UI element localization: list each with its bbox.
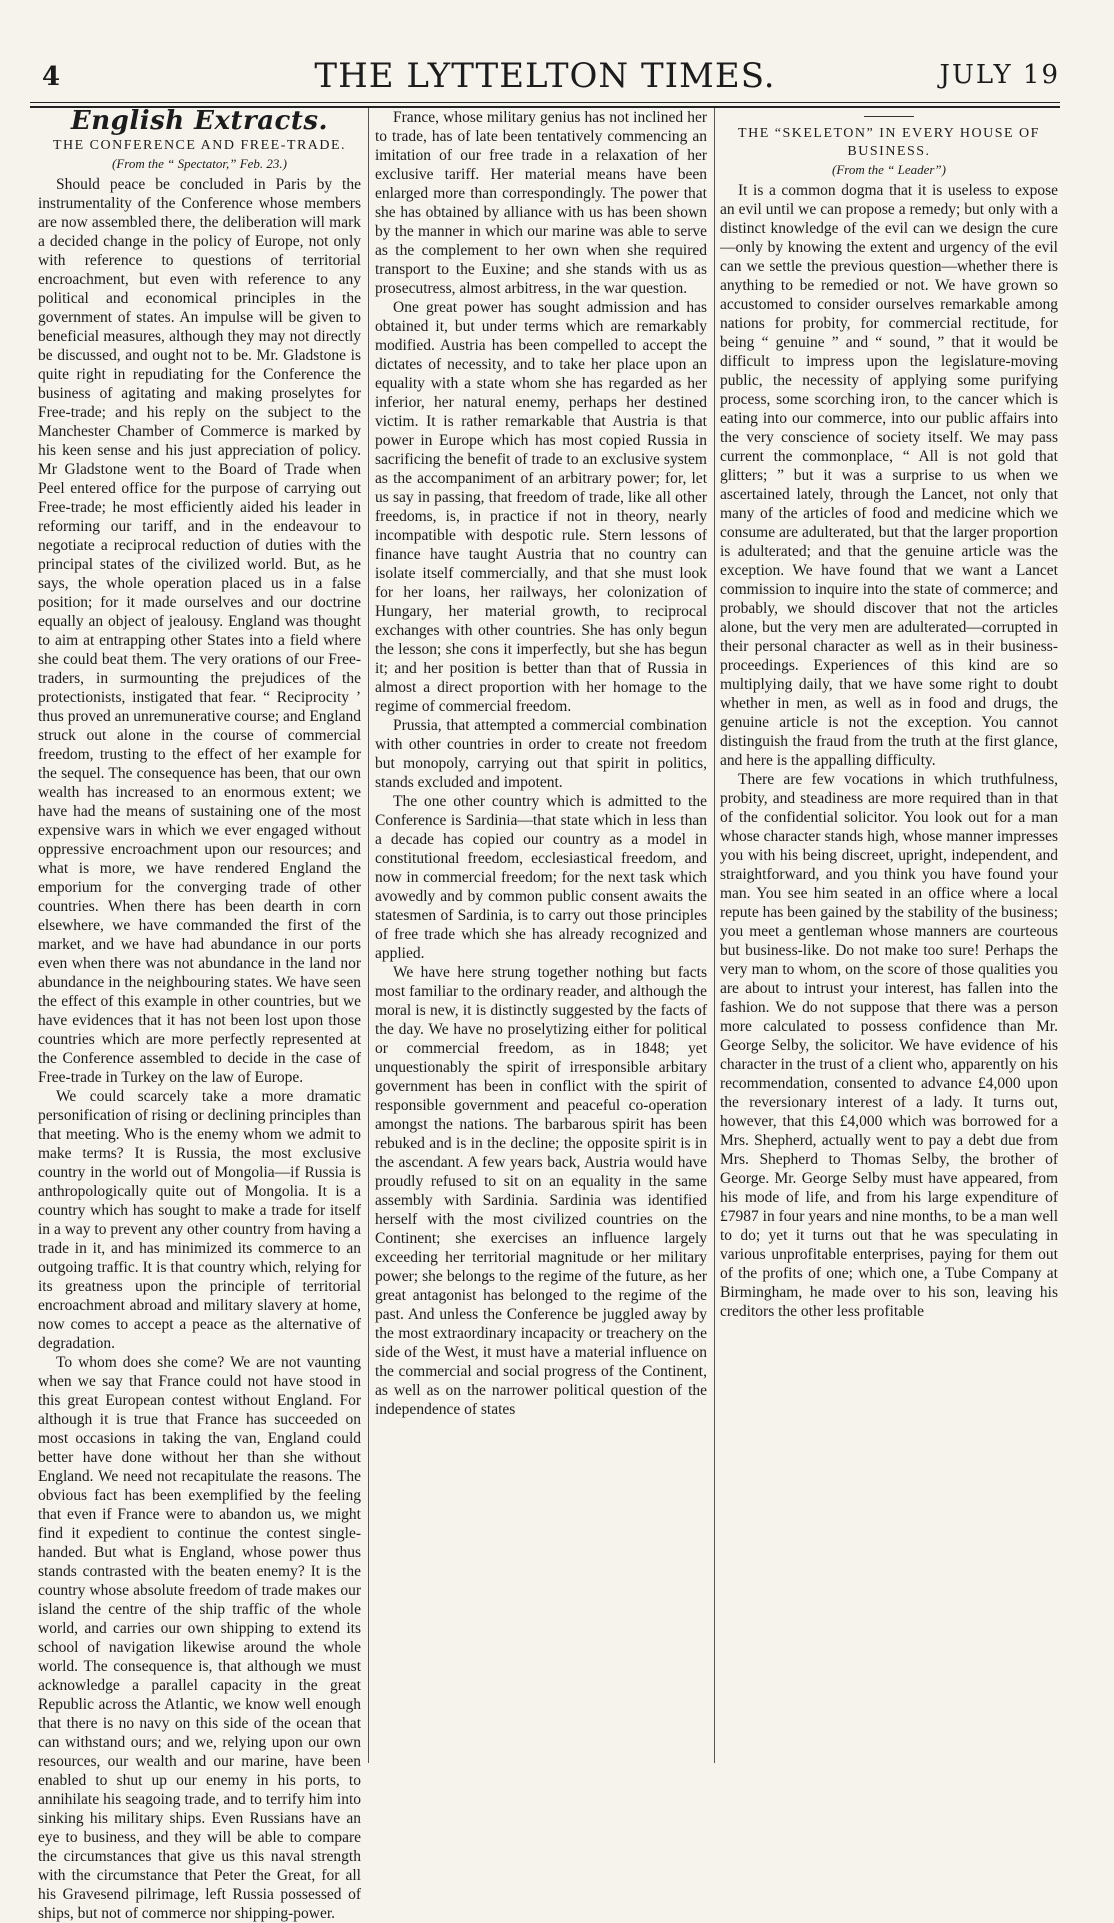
article-paragraph: To whom does she come? We are not vaunting when we say that France could not have stood in this great European contest without England. For although it is true that France has succeeded on most occasions in taking the van, England could better have done without her than she without England. We need not recapitulate the reasons. The obvious fact has been exemplified by the feeling that even if France were to abandon us, we might find it expedient to continue the contest single-handed. But what is England, whose power thus stands contrasted with the beaten enemy? It is the country whose absolute freedom of trade makes our island the centre of the ship traffic of the whole world, and carries our own shipping to extend its school of navigation likewise around the whole world. The consequence is, that although we must acknowledge a parallel capacity in the great Republic across the Atlantic, we know well enough that there is no navy on this side of the ocean that can withstand ours; and we, relying upon our own resources, our wealth and our marine, have been enabled to shut up our enemy in his ports, to annihilate his seagoing trade, and to terrify him into sinking his military ships. Even Russians have an eye to business, and they will be able to compare the circumstances that give us this naval strength with the circumstance that Peter the Great, for all his Gravesend pilrimage, left Russia possessed of ships, but not of commerce nor shipping-power.: [38, 1354, 361, 1922]
article-headline: THE CONFERENCE AND FREE-TRADE.: [52, 138, 347, 153]
article-paragraph: Should peace be concluded in Paris by the instrumentality of the Conference whose members are now assembled there, the deliberation will mark a decided change in the policy of Europe, not only with reference to questions of territorial encroachment, but even with reference to any political and economical principles in the government of states. An impulse will be given to beneficial measures, although they may not directly be discussed, and ought not to be. Mr. Gladstone is quite right in repudiating for the Conference the business of agitating and making proselytes for Free-trade; and his reply on the subject to the Manchester Chamber of Commerce is marked by his keen sense and his just appreciation of policy. Mr Gladstone went to the Board of Trade when Peel entered office for the purpose of carrying out Free-trade; he most efficiently aided his leader in reforming our tariff, and in the endeavour to negotiate a reciprocal reduction of duties with the principal states of the civilized world. But, as he says, the whole operation placed us in a false position; for it made ourselves and our doctrine equally an object of jealousy. England was thought to aim at entrapping other States into a field where she could beat them. The very orations of our Free-traders, in surmounting the prejudices of the protectionists, instigated that fear. “ Reciprocity ’ thus proved an unremunerative course; and England struck out alone in the course of commercial freedom, trusting to the effect of her example for the sequel. The consequence has been, that our own wealth has increased to an enormous extent; we have had the means of sustaining one of the most expensive wars in which we ever engaged without oppressive encroachment upon our resources; and what is more, we have rendered England the emporium for the converging trade of other countries. When there has been dearth in corn elsewhere, we have commanded the first of the market, and we have had abundance in our ports even when there was not abundance in the land nor abundance in the neighbouring states. We have seen the effect of this example in other countries, but we have evidences that it has not been lost upon those countries which are more perfectly represented at the Conference assembled to decide in the case of Free-trade in Turkey on the law of Europe.: [38, 176, 361, 1086]
article-paragraph: France, whose military genius has not inclined her to trade, has of late been tentatively commencing an imitation of our free trade in a relaxation of her exclusive tariff. Her material means have been enlarged more than correspondingly. The power that she has obtained by alliance with us has been shown by the manner in which our marine was able to serve as the complement to her own when she required transport to the Euxine; and she stands with us as prosecutress, almost arbitress, in the war question.: [375, 109, 707, 297]
column-divider: [714, 108, 715, 1763]
page-number: 4: [42, 62, 61, 92]
article-source: (From the “ Leader”): [832, 162, 946, 177]
newspaper-title: THE LYTTELTON TIMES.: [314, 56, 776, 96]
article-divider: [864, 116, 914, 117]
article-paragraph: The one other country which is admitted to the Conference is Sardinia—that state which in less than a decade has copied our country as a model in constitutional freedom, ecclesiastical freedom, and now in commercial freedom; for the next task which avowedly and by common public consent awaits the statesmen of Sardinia, is to carry out those principles of free trade which she has already recognized and applied.: [375, 793, 707, 962]
article-paragraph: It is a common dogma that it is useless to expose an evil until we can propose a remedy; but only with a distinct knowledge of the evil can we design the cure—only by knowing the extent and urgency of the evil can we settle the previous question—whether there is anything to be remedied or not. We have grown so accustomed to consider ourselves remarkable among nations for probity, for commercial rectitude, for being “ genuine ” and “ sound, ” that it would be difficult to impress upon the legislature-moving public, the necessity of applying some purifying process, some scorching iron, to the cancer which is eating into our commerce, into our public affairs into the very conscience of society itself. We may pass current the commonplace, “ All is not gold that glitters; ” but it was a surprise to us when we ascertained lately, through the Lancet, not only that many of the articles of food and medicine which we consume are adulterated, but that the larger proportion is adulterated; and that the genuine article was the exception. We have found that we want a Lancet commission to inquire into the state of commerce; and probably, we should discover that not the articles alone, but the very men are adulterated—corrupted in their personal character as well as in their business-proceedings. Experiences of this kind are so multiplying daily, that we have some right to doubt whether in men, as well as in food and drugs, the genuine article is not the exception. You cannot distinguish the fraud from the truth at the first glance, and here is the appalling difficulty.: [720, 182, 1058, 769]
article-paragraph: There are few vocations in which truthfulness, probity, and steadiness are more required than in that of the confidential solicitor. You look out for a man whose character stands high, whose manner impresses you with his being discreet, upright, independent, and straightforward, and you think you have found your man. You see him seated in an office where a local repute has been gained by the stability of the business; you meet a gentleman whose manners are courteous but business-like. Do not make too sure! Perhaps the very man to whom, on the score of those qualities you are about to intrust your interest, has fallen into the fashion. We do not suppose that there was a person more calculated to possess confidence than Mr. George Selby, the solicitor. We have evidence of his character in the trust of a client who, apparently on his recommendation, consented to advance £4,000 upon the reversionary interest of a lady. It turns out, however, that this £4,000 which was borrowed for a Mrs. Shepherd, actually went to pay a debt due from Mrs. Shepherd to Thomas Selby, the brother of George. Mr. George Selby must have appeared, from his mode of life, and from his large expenditure of £7987 in four years and nine months, to be a man well to do; yet it turns out that he was speculating in various unprofitable enterprises, paying for them out of the profits of one; which one, a Tube Company at Birmingham, he made over to his son, leaving his creditors the other less profitable: [720, 771, 1058, 1320]
column-2: [375, 108, 707, 1763]
masthead-rule: [30, 102, 1060, 103]
masthead: [30, 52, 1060, 100]
article-paragraph: We could scarcely take a more dramatic personification of rising or declining principles than that meeting. Who is the enemy whom we admit to make terms? It is Russia, the most exclusive country in the world out of Mongolia—if Russia is anthropologically quite out of Mongolia. It is a country which has sought to make a trade for itself in a way to prevent any other country from having a trade in it, and has minimized its commerce to an outgoing traffic. It is that country which, relying for its greatness upon the principle of territorial encroachment abroad and military slavery at home, now comes to accept a peace as the alternative of degradation.: [38, 1088, 361, 1352]
article-source: (From the “ Spectator,” Feb. 23.): [112, 156, 287, 171]
column-1: [38, 106, 361, 1922]
article-paragraph: We have here strung together nothing but facts most familiar to the ordinary reader, and although the moral is new, it is distinctly suggested by the facts of the day. We have no proselytizing either for political or commercial freedom, as in 1848; yet unquestionably the spirit of irresponsible arbitary government has been in conflict with the spirit of responsible government and peaceful co-operation amongst the nations. The barbarous spirit has been rebuked and is in the decline; the opposite spirit is in the ascendant. A few years back, Austria would have proudly refused to sit on an equality in the same assembly with Sardinia. Sardinia was identified herself with the most civilized countries on the Continent; she exercises an influence largely exceeding her territorial magnitude or her military power; she belongs to the regime of the future, as her great antagonist has belonged to the regime of the past. And unless the Conference be juggled away by the most extraordinary incapacity or treachery on the side of the West, it must have a material influence on the commercial and social progress of the Continent, as well as on the narrower political question of the independence of states: [375, 964, 707, 1418]
column-3: [720, 108, 1058, 1763]
section-title: English Extracts.: [70, 106, 329, 136]
article-paragraph: One great power has sought admission and has obtained it, but under terms which are remarkably modified. Austria has been compelled to accept the dictates of necessity, and to take her place upon an equality with a state whom she has regarded as her inferior, her natural enemy, perhaps her destined victim. It is rather remarkable that Austria is that power in Europe which has most copied Russia in sacrificing the benefit of trade to an exclusive system as the accompaniment of an arbitrary power; for, let us say in passing, that freedom of trade, like all other freedoms, is, in practice if not in theory, nearly incompatible with despotic rule. Stern lessons of finance have taught Austria that no country can isolate itself commercially, and that she must look for her loans, her railways, her colonization of Hungary, her material growth, to reciprocal exchanges with other countries. She has only begun the lesson; she cons it imperfectly, but she has begun it; and her position is better than that of Russia in almost a direct proportion with her homage to the regime of commercial freedom.: [375, 299, 707, 715]
column-divider: [368, 108, 369, 1763]
article-paragraph: Prussia, that attempted a commercial combination with other countries in order to create not freedom but monopoly, carrying out that spirit in politics, stands excluded and impotent.: [375, 717, 707, 791]
issue-date: JULY 19: [939, 60, 1060, 90]
article-headline: THE “SKELETON” IN EVERY HOUSE OF BUSINESS.: [738, 126, 1040, 159]
